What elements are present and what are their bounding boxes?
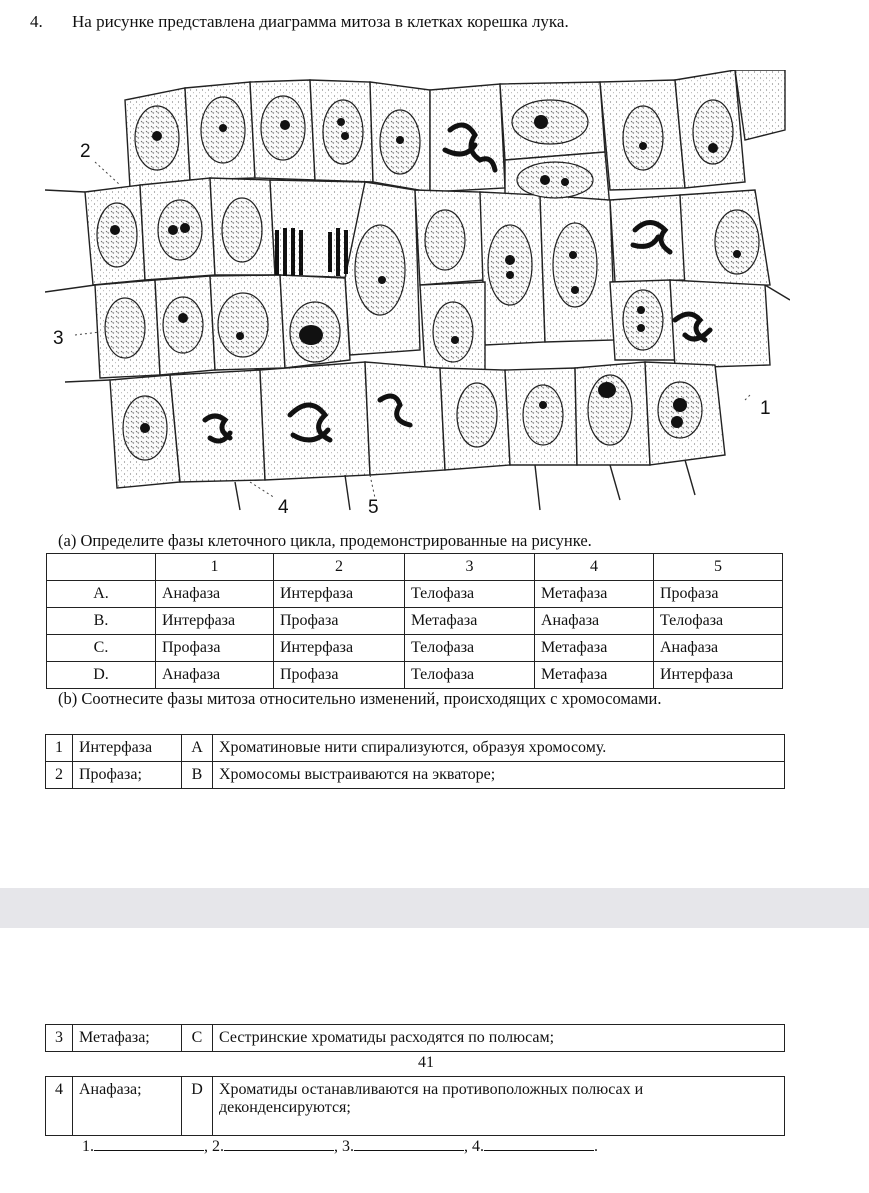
table-cell: Метафаза (535, 581, 654, 608)
matching-table-row3 (45, 1024, 785, 1052)
table-cell: Телофаза (654, 608, 783, 635)
table-cell: Анафаза (156, 581, 274, 608)
table-row (47, 635, 783, 662)
table-cell: D (182, 1077, 213, 1136)
table-cell: Анафаза; (73, 1077, 182, 1136)
table-header-row (47, 554, 783, 581)
table-row (46, 735, 785, 762)
answer-label-2: , 2. (204, 1138, 224, 1155)
header-cell (47, 554, 156, 581)
answer-label-1: 1. (82, 1138, 94, 1155)
table-row (46, 1077, 785, 1136)
answer-label-3: , 3. (334, 1138, 354, 1155)
table-cell: Анафаза (156, 662, 274, 689)
page-number: 41 (418, 1054, 434, 1071)
table-cell: Профаза (654, 581, 783, 608)
table-cell: 1 (46, 735, 73, 762)
question-text: На рисунке представлена диаграмма митоза в клетках корешка лука. (72, 12, 569, 31)
table-cell: 2 (46, 762, 73, 789)
part-b-prompt: (b) Соотнесите фазы митоза относительно изменений, происходящих с хромосомами. (58, 689, 662, 708)
table-cell: Интерфаза (274, 581, 405, 608)
figure-label-4: 4 (278, 497, 289, 518)
matching-table-top (45, 734, 785, 789)
option-label: C. (47, 635, 156, 662)
header-cell: 2 (274, 554, 405, 581)
matching-table-row4 (45, 1076, 785, 1136)
table-cell: Метафаза; (73, 1025, 182, 1052)
table-row (47, 581, 783, 608)
option-label: B. (47, 608, 156, 635)
table-cell: Телофаза (405, 581, 535, 608)
table-cell: Хромосомы выстраиваются на экваторе; (213, 762, 785, 789)
table-row (47, 662, 783, 689)
option-label: A. (47, 581, 156, 608)
table-cell: Телофаза (405, 635, 535, 662)
answer-blank-2[interactable] (224, 1138, 334, 1151)
table-row (47, 608, 783, 635)
answer-blank-1[interactable] (94, 1138, 204, 1151)
table-cell: Анафаза (654, 635, 783, 662)
answer-label-4: , 4. (464, 1138, 484, 1155)
table-cell: Профаза (156, 635, 274, 662)
table-cell: B (182, 762, 213, 789)
table-cell: Профаза; (73, 762, 182, 789)
part-a-prompt: (а) Определите фазы клеточного цикла, продемонстрированные на рисунке. (58, 531, 592, 550)
answer-line (82, 1138, 598, 1156)
page-break-band (0, 888, 869, 928)
header-cell: 5 (654, 554, 783, 581)
answer-blank-4[interactable] (484, 1138, 594, 1151)
table-cell: Хроматиды останавливаются на противоположных полюсах и деконденсируются; (213, 1077, 785, 1136)
table-cell: Интерфаза (156, 608, 274, 635)
figure-label-2: 2 (80, 141, 91, 162)
table-cell: 3 (46, 1025, 73, 1052)
header-cell: 4 (535, 554, 654, 581)
table-cell: C (182, 1025, 213, 1052)
table-cell: Метафаза (535, 635, 654, 662)
table-cell: A (182, 735, 213, 762)
header-cell: 3 (405, 554, 535, 581)
answer-end: . (594, 1138, 598, 1155)
table-cell: Анафаза (535, 608, 654, 635)
table-cell: Интерфаза (274, 635, 405, 662)
question-number: 4. (30, 12, 43, 31)
table-cell: Метафаза (405, 608, 535, 635)
phase-options-table (46, 553, 783, 689)
table-row (46, 1025, 785, 1052)
table-cell: Хроматиновые нити спирализуются, образуя хромосому. (213, 735, 785, 762)
figure-label-5: 5 (368, 497, 379, 518)
table-cell: Интерфаза (73, 735, 182, 762)
table-cell: 4 (46, 1077, 73, 1136)
mitosis-figure (45, 70, 790, 518)
table-cell: Профаза (274, 662, 405, 689)
table-cell: Телофаза (405, 662, 535, 689)
figure-label-1: 1 (760, 398, 771, 419)
table-cell: Профаза (274, 608, 405, 635)
table-cell: Метафаза (535, 662, 654, 689)
header-cell: 1 (156, 554, 274, 581)
table-row (46, 762, 785, 789)
table-cell: Интерфаза (654, 662, 783, 689)
answer-blank-3[interactable] (354, 1138, 464, 1151)
option-label: D. (47, 662, 156, 689)
figure-label-3: 3 (53, 328, 64, 349)
table-cell: Сестринские хроматиды расходятся по полюсам; (213, 1025, 785, 1052)
